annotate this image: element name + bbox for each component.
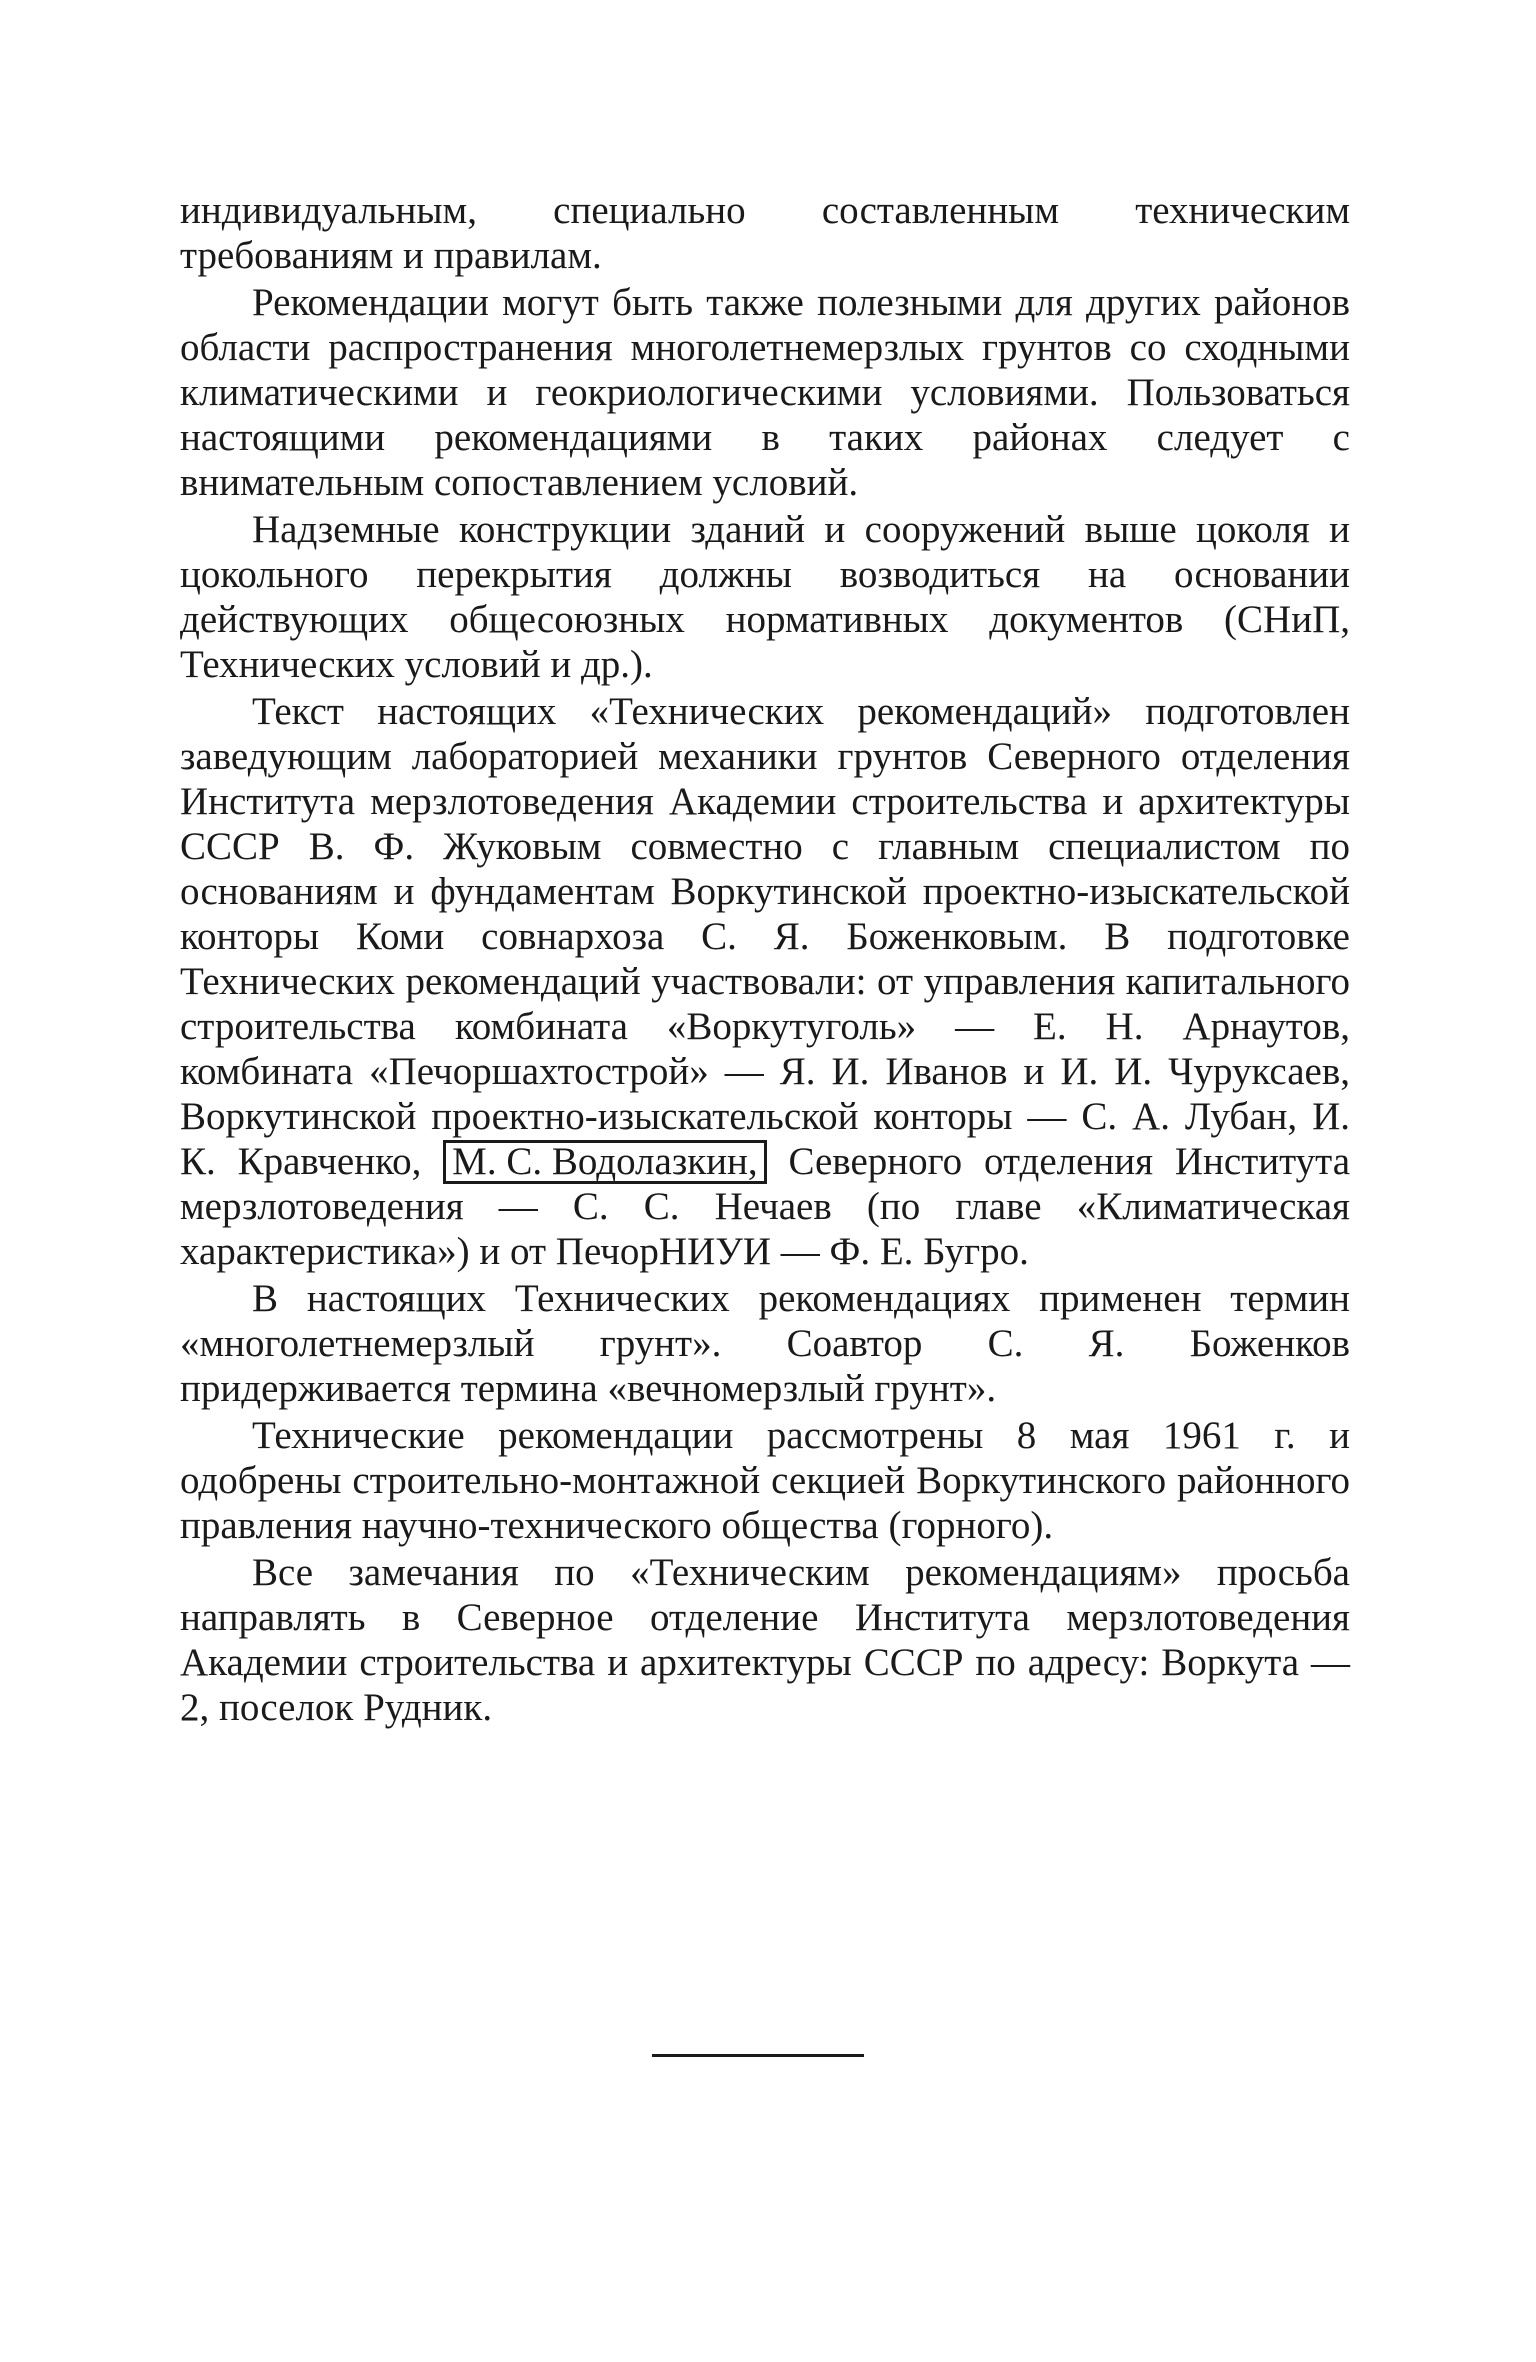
- paragraph-authors: [180, 689, 1350, 1274]
- authors-text-after: Северного отделения Института мерзлотоведения — С. С. Нечаев (по главе «Климатическая характеристика») и от ПечорНИУИ — Ф. Е. Бугро.: [180, 1140, 1351, 1273]
- authors-text-before: Текст настоящих «Технических рекомендаций» подготовлен заведующим лабораторией механики грунтов Северного отделения Института мерзлотоведения Академии строительства и архитектуры СССР В. Ф. Жуковым совместно с главным специалистом по основаниям и фундаментам Воркутинской проектно-изыскательской конторы Коми совнархоза С. Я. Боженковым. В подготовке Технических рекомендаций участвовали: от управления капитального строительства комбината «Воркутуголь» — Е. Н. Арнаутов, комбината «Печоршахтострой» — Я. И. Иванов и И. И. Чуруксаев, Воркутинской проектно-изыскательской конторы — С. А. Лубан, И. К. Кравченко,: [180, 690, 1350, 1183]
- paragraph-superstructures: Надземные конструкции зданий и сооружений выше цоколя и цокольного перекрытия должны возводиться на основании действующих общесоюзных нормативных документов (СНиП, Технических условий и др.).: [180, 508, 1350, 686]
- end-divider: [652, 2054, 864, 2057]
- paragraph-approval: Технические рекомендации рассмотрены 8 мая 1961 г. и одобрены строительно-монтажной секцией Воркутинского районного правления научно-технического общества (горного).: [180, 1414, 1350, 1547]
- paragraph-applicability: Рекомендации могут быть также полезными для других районов области распространения многолетнемерзлых грунтов со сходными климатическими и геокриологическими условиями. Пользоваться настоящими рекомендациями в таких районах следует с внимательным сопоставлением условий.: [180, 281, 1350, 504]
- body-text: [180, 188, 1350, 1730]
- paragraph-contact: Все замечания по «Техническим рекомендациям» просьба направлять в Северное отделение Института мерзлотоведения Академии строительства и архитектуры СССР по адресу: Воркута — 2, поселок Рудник.: [180, 1551, 1350, 1729]
- boxed-name-mourning-frame: М. С. Водолазкин,: [443, 1140, 767, 1184]
- paragraph-continuation: индивидуальным, специально составленным техническим требованиям и правилам.: [180, 189, 1350, 277]
- paragraph-terminology: В настоящих Технических рекомендациях применен термин «многолетнемерзлый грунт». Соавтор С. Я. Боженков придерживается термина «вечномерзлый грунт».: [180, 1277, 1350, 1410]
